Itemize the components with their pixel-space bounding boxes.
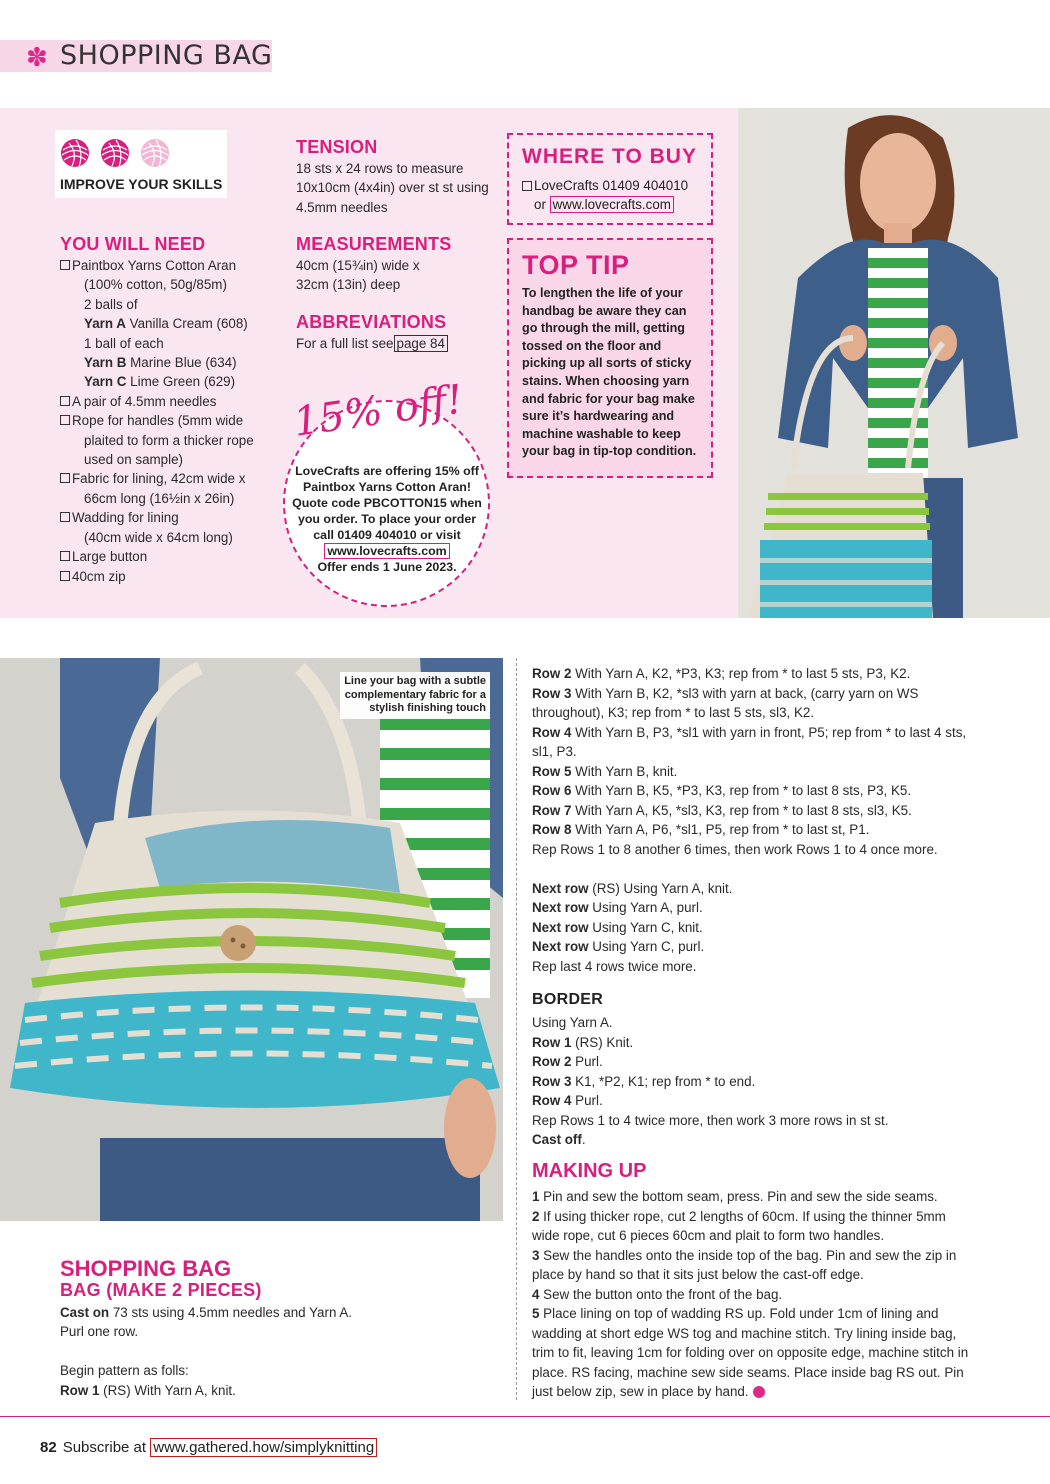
pattern-repeat: Rep Rows 1 to 4 twice more, then work 3 more rows in st st.	[532, 1112, 889, 1128]
subscribe-link[interactable]: www.gathered.how/simplyknitting	[150, 1438, 377, 1457]
checkbox-icon	[60, 512, 70, 522]
list-item: Fabric for lining, 42cm wide x 66cm long (16½in x 26in)	[60, 469, 260, 508]
pattern-row: Row 2 With Yarn A, K2, *P3, K3; rep from * to last 5 sts, P3, K2.	[532, 666, 911, 681]
making-up-steps	[532, 1187, 972, 1402]
list-item: A pair of 4.5mm needles	[60, 392, 260, 411]
abbreviations-text: For a full list see page 84	[296, 334, 496, 353]
you-will-need-heading: YOU WILL NEED	[60, 234, 206, 254]
lovecrafts-link[interactable]: www.lovecrafts.com	[550, 196, 674, 213]
page-title: SHOPPING BAG	[60, 40, 273, 71]
tension-text: 18 sts x 24 rows to measure 10x10cm (4x4in) over st st using 4.5mm needles	[296, 161, 489, 215]
footer	[40, 1439, 377, 1456]
checkbox-icon	[60, 260, 70, 270]
list-item: Paintbox Yarns Cotton Aran (100% cotton, 50g/85m) 2 balls of Yarn A Vanilla Cream (608) 1 ball of each Yarn B Marine Blue (634) Yarn C Lime Green (629)	[60, 256, 260, 392]
pattern-start	[60, 1303, 460, 1400]
flower-icon: ✽	[26, 42, 48, 72]
pattern-row: Row 4 With Yarn B, P3, *sl1 with yarn in front, P5; rep from * to last 4 sts, sl1, P3.	[532, 724, 967, 759]
yarn-ball-outline-icon	[140, 138, 170, 168]
cast-off: Cast off.	[532, 1132, 586, 1147]
page-number: 82	[40, 1439, 57, 1456]
pattern-repeat: Rep last 4 rows twice more.	[532, 958, 697, 974]
end-mark-icon	[753, 1386, 765, 1398]
checkbox-icon	[60, 473, 70, 483]
pattern-row: Row 1 (RS) Knit.	[532, 1034, 634, 1050]
checkbox-icon	[60, 551, 70, 561]
pattern-subtitle: BAG (MAKE 2 PIECES)	[60, 1280, 262, 1300]
offer-headline: 15% off!	[290, 376, 466, 446]
making-up-step: 3 Sew the handles onto the inside top of the bag. Pin and sew the zip in place by hand so that it sits just below the cast-off edge.	[532, 1247, 957, 1282]
model-photo	[738, 108, 1050, 618]
pattern-row: Next row Using Yarn A, purl.	[532, 900, 703, 915]
subscribe-text: Subscribe at	[62, 1439, 151, 1456]
border-using: Using Yarn A.	[532, 1015, 613, 1030]
pattern-row: Row 4 Purl.	[532, 1093, 603, 1108]
list-item: Wadding for lining (40cm wide x 64cm long)	[60, 508, 260, 547]
list-item: Rope for handles (5mm wide plaited to form a thicker rope used on sample)	[60, 411, 260, 469]
checkbox-icon	[60, 396, 70, 406]
pattern-row: Row 7 With Yarn A, K5, *sl3, K3, rep from * to last 8 sts, sl3, K5.	[532, 802, 912, 818]
footer-rule	[0, 1416, 1050, 1417]
pattern-row: Row 3 K1, *P2, K1; rep from * to end.	[532, 1073, 756, 1089]
making-up-step: 5 Place lining on top of wadding RS up. Fold under 1cm of lining and wadding at short edge WS tog and machine stitch. Try lining inside bag, trim to fit, leaving 1cm for folding over on opposite edge, machine stitch in place. RS facing, machine sew side seams. Place inside bag RS out. Pin just below zip, sew in place by hand.	[532, 1306, 969, 1399]
where-to-buy-text: LoveCrafts 01409 404010 or www.lovecrafts.com	[522, 176, 688, 214]
yarn-ball-icon	[60, 138, 90, 168]
making-up-step: 4 Sew the button onto the front of the bag.	[532, 1286, 783, 1302]
making-up-step: 2 If using thicker rope, cut 2 lengths of 60cm. If using the thinner 5mm wide rope, cut 6 pieces 60cm and plait to form two handles.	[532, 1208, 946, 1243]
pattern-row: Row 1 (RS) With Yarn A, knit.	[60, 1382, 236, 1398]
offer-lovecrafts-link[interactable]: www.lovecrafts.com	[324, 543, 449, 559]
pattern-rows	[532, 664, 972, 976]
border-heading: BORDER	[532, 991, 604, 1008]
pattern-repeat: Rep Rows 1 to 8 another 6 times, then work Rows 1 to 4 once more.	[532, 841, 938, 857]
purl-one-row: Purl one row.	[60, 1324, 139, 1340]
materials-list	[60, 256, 260, 586]
abbreviations-heading: ABBREVIATIONS	[296, 312, 447, 332]
pattern-row: Row 8 With Yarn A, P6, *sl1, P5, rep from * to last st, P1.	[532, 822, 870, 837]
list-item: Large button	[60, 547, 260, 566]
pattern-row: Next row (RS) Using Yarn A, knit.	[532, 880, 733, 896]
measurements-text: 40cm (15¾in) wide x 32cm (13in) deep	[296, 258, 420, 293]
list-item: 40cm zip	[60, 567, 260, 586]
border-rows	[532, 1013, 972, 1150]
skill-level-label: IMPROVE YOUR SKILLS	[60, 176, 223, 192]
page-84-link[interactable]: page 84	[394, 335, 448, 352]
photo-caption: Line your bag with a subtle complementary fabric for a stylish finishing touch	[340, 672, 490, 719]
yarn-ball-icon	[100, 138, 130, 168]
pattern-row: Row 2 Purl.	[532, 1054, 603, 1069]
making-up-step: 1 Pin and sew the bottom seam, press. Pin and sew the side seams.	[532, 1189, 938, 1204]
checkbox-icon	[60, 415, 70, 425]
making-up-heading: MAKING UP	[532, 1160, 647, 1182]
begin-pattern: Begin pattern as folls:	[60, 1363, 189, 1379]
offer-text: LoveCrafts are offering 15% off Paintbox Yarns Cotton Aran! Quote code PBCOTTON15 when you order. To place your order call 01409 404010 or visit www.lovecrafts.com Offer ends 1 June 2023.	[292, 464, 482, 574]
tension-heading: TENSION	[296, 137, 378, 157]
pattern-row: Next row Using Yarn C, knit.	[532, 919, 703, 935]
top-tip-heading: TOP TIP	[522, 250, 630, 280]
cast-on: Cast on 73 sts using 4.5mm needles and Yarn A.	[60, 1305, 353, 1320]
checkbox-icon	[60, 571, 70, 581]
pattern-row: Row 5 With Yarn B, knit.	[532, 763, 678, 779]
where-to-buy-heading: WHERE TO BUY	[522, 145, 697, 168]
checkbox-icon	[522, 181, 532, 191]
top-tip-text: To lengthen the life of your handbag be aware they can go through the mill, getting tossed on the floor and picking up all sorts of sticky stains. When choosing yarn and fabric for your bag make sure it’s hardwearing and machine washable to keep your bag in tip-top condition.	[522, 286, 697, 459]
bag-closeup-photo	[0, 658, 503, 1221]
pattern-row: Row 6 With Yarn B, K5, *P3, K3, rep from * to last 8 sts, P3, K5.	[532, 783, 912, 798]
column-divider	[516, 658, 517, 1400]
pattern-row: Next row Using Yarn C, purl.	[532, 939, 705, 954]
pattern-title: SHOPPING BAG	[60, 1256, 232, 1281]
pattern-row: Row 3 With Yarn B, K2, *sl3 with yarn at back, (carry yarn on WS throughout), K3; rep from * to last 5 sts, sl3, K2.	[532, 685, 919, 720]
measurements-heading: MEASUREMENTS	[296, 234, 452, 254]
